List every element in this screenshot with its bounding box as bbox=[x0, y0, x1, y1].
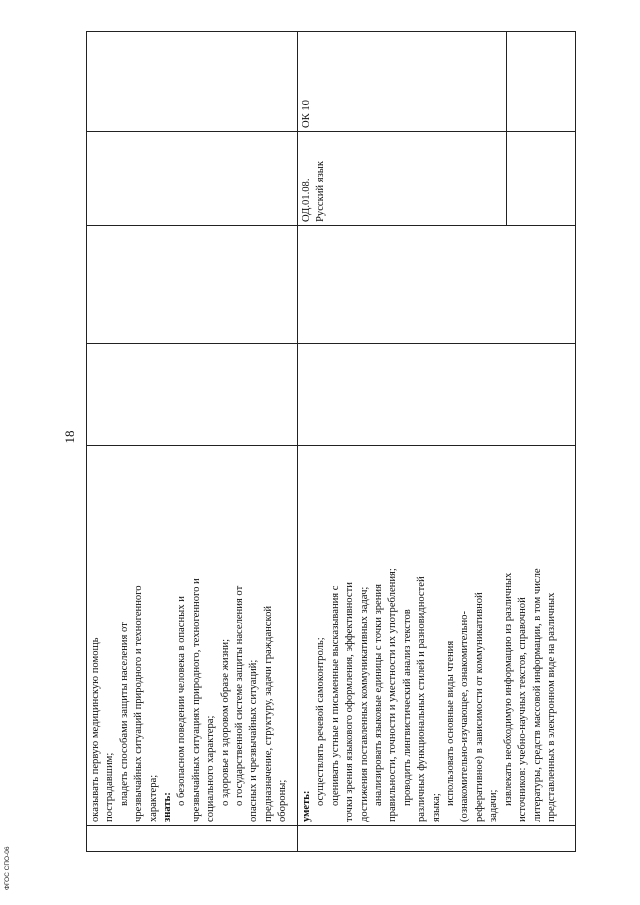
empty-cell bbox=[87, 344, 298, 446]
requirement-line: о государственной системе защиты населения от bbox=[234, 585, 246, 806]
requirement-line: оценивать устные и письменные высказывания с bbox=[329, 585, 341, 806]
competence-code: ОК 10 bbox=[301, 100, 312, 128]
requirement-line: о безопасном поведении человека в опасных и bbox=[176, 596, 188, 806]
index-cell bbox=[87, 826, 298, 852]
requirement-line: задачи; bbox=[488, 789, 500, 822]
russian-requirements bbox=[300, 449, 559, 822]
requirement-line: точки зрения языкового оформления, эффективности bbox=[344, 582, 356, 822]
requirement-line: анализировать языковые единицы с точки зрения bbox=[373, 584, 385, 806]
requirement-line: о здоровье и здоровом образе жизни; bbox=[219, 638, 231, 806]
rotated-page bbox=[62, 32, 562, 852]
empty-cell bbox=[87, 132, 298, 226]
content-cell-safety bbox=[87, 446, 298, 826]
discipline-code: ОД.01.08. bbox=[301, 178, 312, 222]
requirement-line: использовать основные виды чтения bbox=[445, 640, 457, 806]
requirement-line: осуществлять речевой самоконтроль; bbox=[315, 637, 327, 806]
requirement-line: источников: учебно-научных текстов, справочной bbox=[517, 597, 529, 822]
requirement-line: литературы, средств массовой информации, в том числе bbox=[531, 568, 543, 822]
page-number: 18 bbox=[62, 430, 77, 444]
empty-cell bbox=[507, 132, 576, 226]
requirement-line: характера; bbox=[147, 774, 159, 822]
empty-cell bbox=[298, 226, 576, 344]
requirement-line: языка; bbox=[430, 793, 442, 822]
requirement-line: опасных и чрезвычайных ситуаций; bbox=[248, 659, 260, 822]
competence-cell bbox=[298, 32, 507, 132]
table-row bbox=[87, 32, 298, 852]
requirement-line: знать: bbox=[162, 792, 174, 822]
discipline-name: Русский язык bbox=[315, 160, 327, 222]
requirement-line: различных функциональных стилей и разновидностей bbox=[416, 576, 428, 822]
requirement-line: уметь: bbox=[301, 790, 312, 822]
requirement-line: чрезвычайных ситуаций природного и техногенного bbox=[133, 585, 145, 822]
requirement-line: проводить лингвистический анализ текстов bbox=[401, 609, 413, 806]
requirement-line: реферативное) в зависимости от коммуникативной bbox=[473, 592, 485, 822]
empty-cell bbox=[507, 32, 576, 132]
requirement-line: представленных в электронном виде на различных bbox=[545, 592, 557, 822]
requirement-line: достижения поставленных коммуникативных задач; bbox=[358, 586, 370, 822]
requirement-line: владеть способами защиты населения от bbox=[118, 622, 130, 806]
index-cell bbox=[298, 826, 576, 852]
requirement-line: (ознакомительно-изучающее, ознакомительно- bbox=[459, 610, 471, 822]
discipline-cell bbox=[298, 132, 507, 226]
requirement-line: правильности, точности и уместности их употребления; bbox=[387, 568, 399, 822]
table-row bbox=[298, 32, 507, 852]
competence-table bbox=[86, 31, 576, 852]
requirement-line: предназначение, структуру, задачи гражданской bbox=[262, 605, 274, 822]
requirement-line: оказывать первую медицинскую помощь bbox=[90, 637, 101, 822]
requirement-line: пострадавшим; bbox=[104, 752, 116, 822]
empty-cell bbox=[87, 226, 298, 344]
requirement-line: чрезвычайных ситуациях природного, техногенного и bbox=[190, 578, 202, 822]
footer-code: ФГОС СПО-06 bbox=[4, 846, 11, 890]
empty-cell bbox=[87, 32, 298, 132]
requirement-line: извлекать необходимую информацию из различных bbox=[502, 572, 514, 806]
safety-requirements bbox=[89, 449, 291, 822]
requirement-line: обороны; bbox=[277, 779, 289, 822]
content-cell-russian bbox=[298, 446, 576, 826]
requirement-line: социального характера; bbox=[205, 715, 217, 822]
empty-cell bbox=[298, 344, 576, 446]
